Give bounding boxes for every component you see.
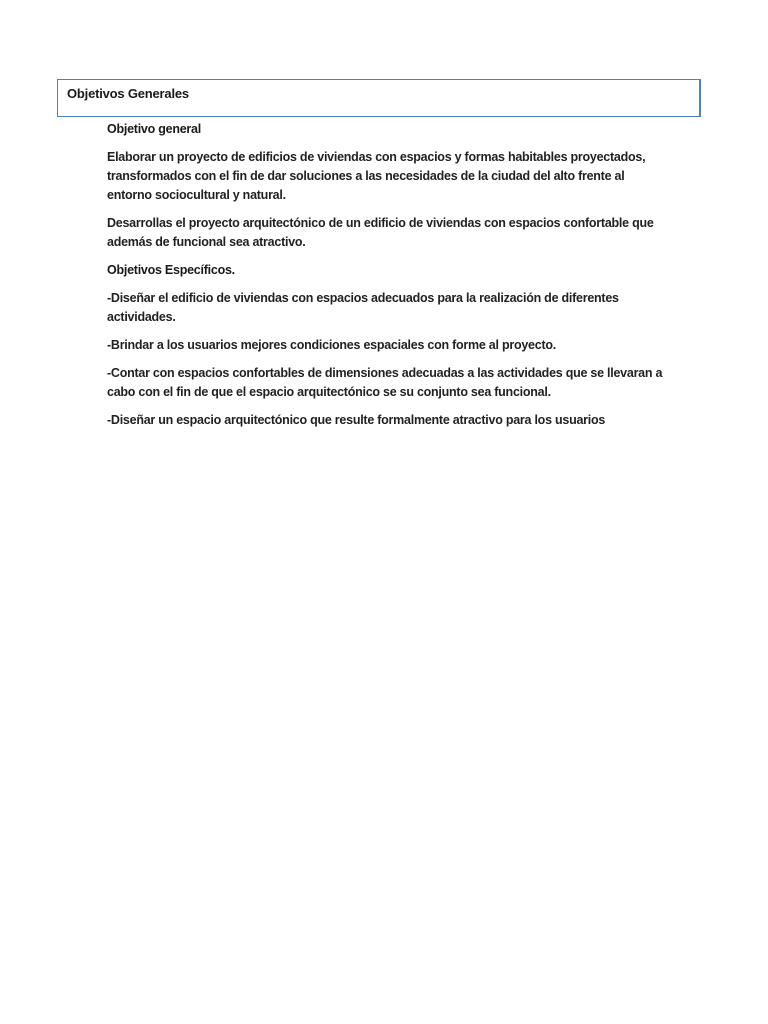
specific-objective-item: -Diseñar el edificio de viviendas con espacios adecuados para la realización de diferentes actividades. [107, 291, 619, 324]
general-objective-paragraph: Desarrollas el proyecto arquitectónico de un edificio de viviendas con espacios confortable que además de funcional sea atractivo. [107, 216, 654, 249]
specific-objective-item: -Brindar a los usuarios mejores condiciones espaciales con forme al proyecto. [107, 338, 556, 352]
document-body [107, 120, 667, 439]
general-objective-heading: Objetivo general [107, 122, 201, 136]
section-title: Objetivos Generales [67, 86, 189, 101]
specific-objective-item: -Contar con espacios confortables de dimensiones adecuadas a las actividades que se llevaran a cabo con el fin de que el espacio arquitectónico se su conjunto sea funcional. [107, 366, 663, 399]
section-header-box [57, 79, 701, 117]
specific-objective-item: -Diseñar un espacio arquitectónico que resulte formalmente atractivo para los usuarios [107, 413, 606, 427]
general-objective-paragraph: Elaborar un proyecto de edificios de viviendas con espacios y formas habitables proyectados, transformados con el fin de dar soluciones a las necesidades de la ciudad del alto frente al entorno sociocultural y natural. [107, 150, 646, 202]
specific-objectives-heading: Objetivos Específicos. [107, 263, 235, 277]
